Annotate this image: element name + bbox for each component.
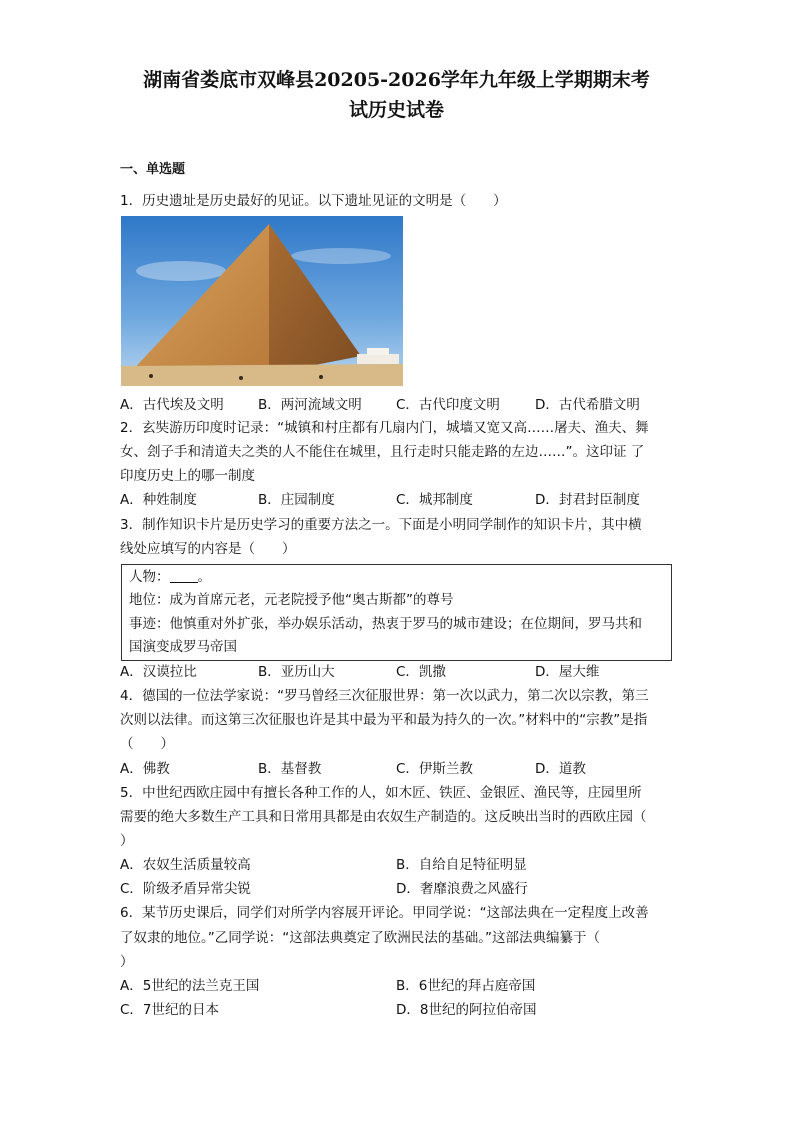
question-5-line-3: ）	[120, 833, 134, 849]
question-6-line-3: ）	[120, 954, 134, 970]
q2-option-a: A．种姓制度	[120, 492, 197, 508]
card-person-end: 。	[197, 569, 211, 585]
question-5-line-1: 5．中世纪西欧庄园中有擅长各种工作的人，如木匠、铁匠、金银匠、渔民等，庄园里所	[120, 785, 642, 801]
q3-option-a: A．汉谟拉比	[120, 664, 197, 680]
question-1-stem: 1．历史遗址是历史最好的见证。以下遗址见证的文明是（ ）	[120, 193, 507, 209]
q3-option-d: D．屋大维	[535, 664, 600, 680]
pyramid-illustration	[121, 216, 403, 386]
exam-title-line-2: 试历史试卷	[348, 99, 444, 121]
q4-option-a: A．佛教	[120, 761, 170, 777]
question-3-line-2: 线处应填写的内容是（ ）	[120, 541, 296, 557]
knowledge-card	[121, 564, 672, 661]
question-4-line-3: （ ）	[120, 736, 174, 752]
q4-option-d: D．道教	[535, 761, 586, 777]
q6-option-b: B．6世纪的拜占庭帝国	[396, 978, 536, 994]
q1-option-d: D．古代希腊文明	[535, 397, 640, 413]
card-person-blank	[170, 568, 198, 583]
q1-option-c: C．古代印度文明	[396, 397, 500, 413]
question-4-line-1: 4．德国的一位法学家说：“罗马曾经三次征服世界：第一次以武力，第二次以宗教，第三	[120, 688, 649, 704]
q2-option-d: D．封君封臣制度	[535, 492, 640, 508]
q1-option-a: A．古代埃及文明	[120, 397, 224, 413]
card-person-label: 人物：	[129, 569, 170, 585]
question-5-line-2: 需要的绝大多数生产工具和日常用具都是由农奴生产制造的。这反映出当时的西欧庄园（	[120, 809, 647, 825]
question-2-line-1: 2．玄奘游历印度时记录：“城镇和村庄都有几扇内门，城墙又宽又高……屠夫、渔夫、舞	[120, 420, 649, 436]
q6-option-c: C．7世纪的日本	[120, 1002, 220, 1018]
q5-option-d: D．奢靡浪费之风盛行	[396, 881, 528, 897]
q4-option-c: C．伊斯兰教	[396, 761, 473, 777]
q1-option-b: B．两河流域文明	[258, 397, 362, 413]
pyramid-photo	[121, 216, 403, 386]
exam-title-line-1: 湖南省娄底市双峰县20205-2026学年九年级上学期期末考	[143, 69, 650, 91]
card-deeds-row-1: 事迹：他慎重对外扩张，举办娱乐活动，热衷于罗马的城市建设；在位期间，罗马共和	[129, 616, 642, 632]
q6-option-d: D．8世纪的阿拉伯帝国	[396, 1002, 537, 1018]
q3-option-c: C．凯撒	[396, 664, 446, 680]
q6-option-a: A．5世纪的法兰克王国	[120, 978, 260, 994]
section-heading: 一、单选题	[120, 162, 186, 177]
q2-option-c: C．城邦制度	[396, 492, 473, 508]
q5-option-a: A．农奴生活质量较高	[120, 857, 251, 873]
question-3-line-1: 3．制作知识卡片是历史学习的重要方法之一。下面是小明同学制作的知识卡片，其中横	[120, 517, 642, 533]
q2-option-b: B．庄园制度	[258, 492, 335, 508]
question-2-line-2: 女、刽子手和清道夫之类的人不能住在城里，且行走时只能走路的左边……”。这印证 了	[120, 444, 645, 460]
question-4-line-2: 次则以法律。而这第三次征服也许是其中最为平和最为持久的一次。”材料中的“宗教”是指	[120, 712, 648, 728]
q5-option-c: C．阶级矛盾异常尖锐	[120, 881, 251, 897]
card-deeds-row-2: 国演变成罗马帝国	[129, 639, 237, 655]
card-person-row	[129, 567, 211, 587]
card-status-row: 地位：成为首席元老，元老院授予他“奥古斯都”的尊号	[129, 592, 454, 608]
q4-option-b: B．基督教	[258, 761, 322, 777]
q5-option-b: B．自给自足特征明显	[396, 857, 527, 873]
question-6-line-2: 了奴隶的地位。”乙同学说：“这部法典奠定了欧洲民法的基础。”这部法典编纂于（	[120, 930, 600, 946]
question-6-line-1: 6．某节历史课后，同学们对所学内容展开评论。甲同学说：“这部法典在一定程度上改善	[120, 905, 649, 921]
q3-option-b: B．亚历山大	[258, 664, 335, 680]
question-2-line-3: 印度历史上的哪一制度	[120, 468, 255, 484]
